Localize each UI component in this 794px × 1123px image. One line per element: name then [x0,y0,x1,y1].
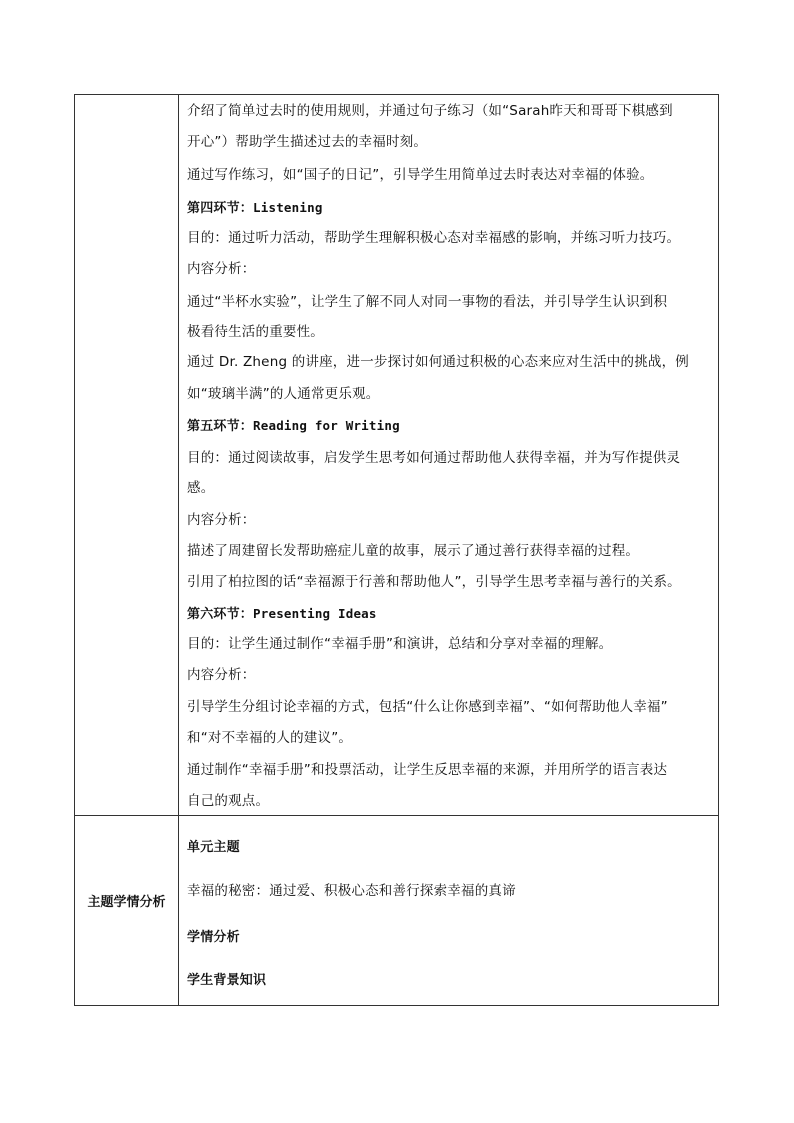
paragraph: 如“玻璃半满”的人通常更乐观。 [187,386,380,402]
paragraph: 通过制作“幸福手册”和投票活动，让学生反思幸福的来源，并用所学的语言表达 [187,762,668,778]
heading-cn: 第六环节： [187,607,254,622]
paragraph: 通过 Dr. Zheng 的讲座，进一步探讨如何通过积极的心态来应对生活中的挑战，例 [187,354,690,370]
background-knowledge-heading: 学生背景知识 [187,973,267,988]
paragraph: 介绍了简单过去时的使用规则，并通过句子练习（如“Sarah昨天和哥哥下棋感到 [187,103,673,119]
heading-stage-6 [187,598,712,630]
paragraph: 内容分析： [187,667,256,683]
paragraph: 描述了周建留长发帮助癌症儿童的故事，展示了通过善行获得幸福的过程。 [187,543,640,559]
paragraph: 内容分析： [187,261,256,277]
unit-theme-heading: 单元主题 [187,840,240,855]
paragraph: 通过写作练习，如“国子的日记”，引导学生用简单过去时表达对幸福的体验。 [187,167,654,183]
paragraph: 引用了柏拉图的话“幸福源于行善和帮助他人”，引导学生思考幸福与善行的关系。 [187,574,681,590]
heading-stage-4 [187,192,712,224]
heading-cn: 第四环节： [187,201,254,216]
paragraph: 通过“半杯水实验”，让学生了解不同人对同一事物的看法，并引导学生认识到积 [187,294,668,310]
paragraph: 开心”）帮助学生描述过去的幸福时刻。 [187,134,428,150]
paragraph: 和“对不幸福的人的建议”。 [187,730,353,746]
paragraph: 内容分析： [187,512,256,528]
heading-en: Presenting Ideas [253,606,377,621]
paragraph: 目的：让学生通过制作“幸福手册”和演讲，总结和分享对幸福的理解。 [187,636,613,652]
row-label: 主题学情分析 [87,895,166,910]
lesson-table [74,94,719,1006]
theme-text: 幸福的秘密：通过爱、积极心态和善行探索幸福的真谛 [187,883,516,899]
heading-en: Reading for Writing [253,418,400,433]
heading-cn: 第五环节： [187,419,254,434]
heading-stage-5 [187,410,712,442]
paragraph: 引导学生分组讨论幸福的方式，包括“什么让你感到幸福”、“如何帮助他人幸福” [187,699,668,715]
paragraph: 目的：通过听力活动，帮助学生理解积极心态对幸福感的影响，并练习听力技巧。 [187,230,681,246]
learner-analysis-heading: 学情分析 [187,930,240,945]
column-divider [178,95,179,1005]
paragraph: 感。 [187,480,215,496]
paragraph: 极看待生活的重要性。 [187,324,324,340]
heading-en: Listening [253,200,323,215]
paragraph: 目的：通过阅读故事，启发学生思考如何通过帮助他人获得幸福，并为写作提供灵 [187,450,681,466]
paragraph: 自己的观点。 [187,793,270,809]
